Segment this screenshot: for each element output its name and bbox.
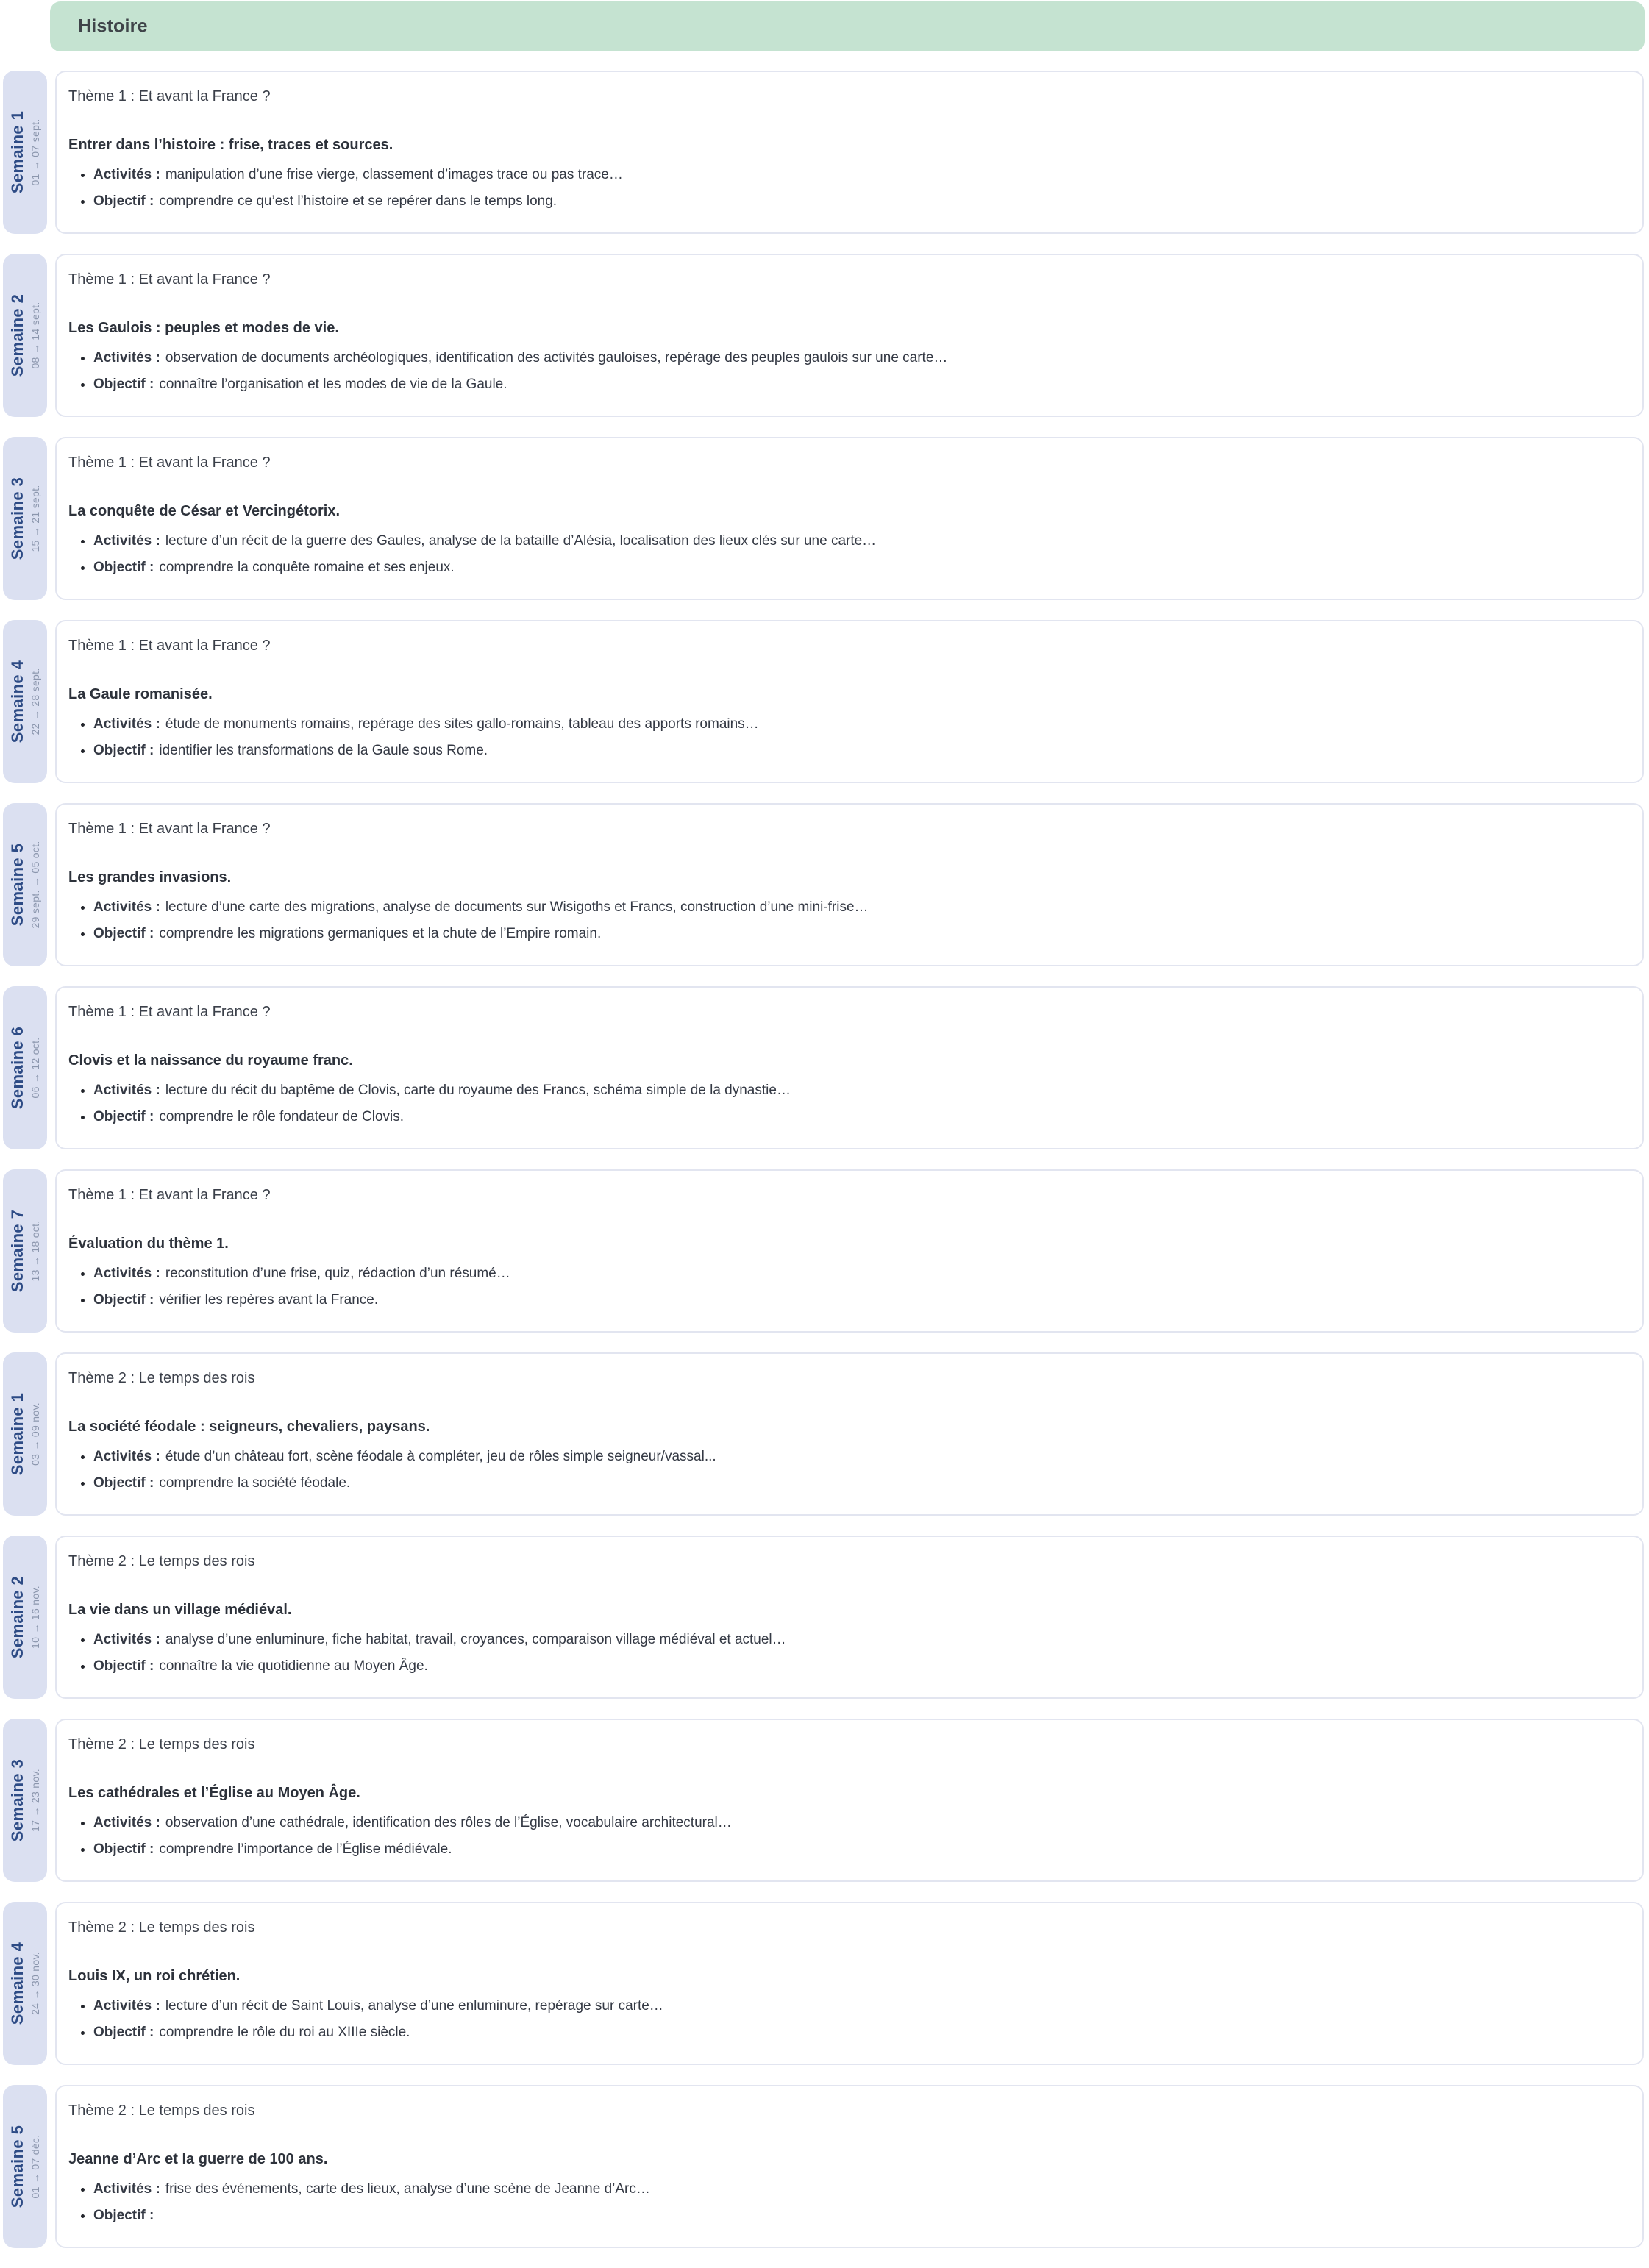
activities-item xyxy=(93,894,1625,921)
card-theme: Thème 1 : Et avant la France ? xyxy=(68,271,271,288)
week-date-range: 01 → 07 sept. xyxy=(29,118,41,186)
card-lesson-title: Clovis et la naissance du royaume franc. xyxy=(68,1052,353,1069)
week-row xyxy=(0,71,1649,234)
card-list xyxy=(68,2176,1625,2229)
activities-text: lecture d’un récit de la guerre des Gaules, analyse de la bataille d’Alésia, localisation des lieux clés sur une carte… xyxy=(165,533,877,549)
activities-item xyxy=(93,1627,1625,1653)
objective-label: Objectif : xyxy=(93,1841,154,1857)
objective-item xyxy=(93,738,1625,764)
card-lesson-title: Les grandes invasions. xyxy=(68,869,232,885)
card-lesson-title: Les Gaulois : peuples et modes de vie. xyxy=(68,320,339,336)
objective-label: Objectif : xyxy=(93,560,154,575)
week-label: Semaine 4 xyxy=(8,1941,27,2025)
week-date-range: 06 → 12 oct. xyxy=(29,1037,41,1099)
card-lesson-title: Jeanne d’Arc et la guerre de 100 ans. xyxy=(68,2151,328,2167)
objective-label: Objectif : xyxy=(93,1292,154,1308)
week-label: Semaine 4 xyxy=(8,660,27,743)
week-card xyxy=(55,2085,1644,2248)
objective-item xyxy=(93,554,1625,581)
subject-header xyxy=(50,1,1645,51)
week-row xyxy=(0,437,1649,600)
week-card xyxy=(55,437,1644,600)
card-list xyxy=(68,1993,1625,2046)
objective-item xyxy=(93,371,1625,398)
week-card xyxy=(55,1536,1644,1699)
activities-label: Activités : xyxy=(93,1083,160,1098)
week-card xyxy=(55,1719,1644,1882)
week-card xyxy=(55,1169,1644,1333)
week-card xyxy=(55,803,1644,966)
objective-label: Objectif : xyxy=(93,2208,154,2223)
objective-label: Objectif : xyxy=(93,377,154,392)
card-theme: Thème 2 : Le temps des rois xyxy=(68,2103,255,2119)
card-theme: Thème 1 : Et avant la France ? xyxy=(68,821,271,837)
objective-text: comprendre l’importance de l’Église médiévale. xyxy=(159,1841,452,1857)
week-row xyxy=(0,620,1649,783)
objective-text: comprendre la société féodale. xyxy=(159,1475,351,1491)
week-tab-inner xyxy=(3,1352,47,1516)
week-card xyxy=(55,1352,1644,1516)
week-label: Semaine 7 xyxy=(8,1209,27,1293)
week-row xyxy=(0,1536,1649,1699)
week-tab-inner xyxy=(3,803,47,966)
objective-item xyxy=(93,1836,1625,1863)
week-row xyxy=(0,803,1649,966)
week-label: Semaine 1 xyxy=(8,110,27,194)
card-list xyxy=(68,1810,1625,1863)
card-list xyxy=(68,894,1625,947)
week-label: Semaine 3 xyxy=(8,1758,27,1842)
activities-item xyxy=(93,1077,1625,1104)
week-tab-inner xyxy=(3,620,47,783)
objective-item xyxy=(93,1653,1625,1680)
card-list xyxy=(68,1260,1625,1313)
week-label: Semaine 2 xyxy=(8,293,27,377)
activities-label: Activités : xyxy=(93,1815,160,1830)
activities-text: frise des événements, carte des lieux, analyse d’une scène de Jeanne d’Arc… xyxy=(165,2181,650,2197)
week-row xyxy=(0,1352,1649,1516)
week-rows-container xyxy=(0,71,1649,2268)
card-theme: Thème 1 : Et avant la France ? xyxy=(68,1187,271,1203)
activities-item xyxy=(93,1810,1625,1836)
week-card xyxy=(55,71,1644,234)
objective-item xyxy=(93,1104,1625,1130)
objective-item xyxy=(93,2019,1625,2046)
week-row xyxy=(0,2085,1649,2248)
card-list xyxy=(68,711,1625,764)
objective-label: Objectif : xyxy=(93,193,154,209)
subject-title: Histoire xyxy=(78,15,148,37)
card-lesson-title: Entrer dans l’histoire : frise, traces et sources. xyxy=(68,137,393,153)
week-date-range: 03 → 09 nov. xyxy=(29,1402,41,1466)
week-date-range: 01 → 07 déc. xyxy=(29,2134,41,2199)
objective-label: Objectif : xyxy=(93,2025,154,2040)
week-tab xyxy=(3,803,47,966)
card-list xyxy=(68,1077,1625,1130)
week-label: Semaine 2 xyxy=(8,1575,27,1659)
week-label: Semaine 3 xyxy=(8,477,27,560)
week-tab xyxy=(3,1352,47,1516)
objective-label: Objectif : xyxy=(93,1475,154,1491)
objective-label: Objectif : xyxy=(93,743,154,758)
week-tab xyxy=(3,71,47,234)
week-date-range: 13 → 18 oct. xyxy=(29,1220,41,1282)
card-theme: Thème 1 : Et avant la France ? xyxy=(68,454,271,471)
activities-text: étude de monuments romains, repérage des sites gallo-romains, tableau des apports romains… xyxy=(165,716,759,732)
week-tab-inner xyxy=(3,1902,47,2065)
objective-label: Objectif : xyxy=(93,926,154,941)
week-tab-inner xyxy=(3,1536,47,1699)
card-lesson-title: La Gaule romanisée. xyxy=(68,686,213,702)
objective-text: connaître l’organisation et les modes de vie de la Gaule. xyxy=(159,377,507,392)
activities-item xyxy=(93,1444,1625,1470)
week-tab-inner xyxy=(3,254,47,417)
week-date-range: 22 → 28 sept. xyxy=(29,668,41,735)
objective-item xyxy=(93,1470,1625,1497)
objective-text: comprendre les migrations germaniques et la chute de l’Empire romain. xyxy=(159,926,602,941)
week-card xyxy=(55,620,1644,783)
activities-label: Activités : xyxy=(93,1266,160,1281)
objective-item xyxy=(93,1287,1625,1313)
week-date-range: 08 → 14 sept. xyxy=(29,302,41,369)
objective-text: comprendre la conquête romaine et ses enjeux. xyxy=(159,560,455,575)
activities-item xyxy=(93,1260,1625,1287)
card-lesson-title: Évaluation du thème 1. xyxy=(68,1235,229,1252)
week-tab-inner xyxy=(3,437,47,600)
activities-item xyxy=(93,1993,1625,2019)
card-list xyxy=(68,1444,1625,1497)
activities-label: Activités : xyxy=(93,1449,160,1464)
activities-text: lecture d’un récit de Saint Louis, analyse d’une enluminure, repérage sur carte… xyxy=(165,1998,663,2014)
week-tab xyxy=(3,1536,47,1699)
week-date-range: 24 → 30 nov. xyxy=(29,1952,41,2015)
week-tab xyxy=(3,1719,47,1882)
week-tab xyxy=(3,2085,47,2248)
activities-text: manipulation d’une frise vierge, classement d’images trace ou pas trace… xyxy=(165,167,623,182)
card-theme: Thème 1 : Et avant la France ? xyxy=(68,1004,271,1020)
activities-label: Activités : xyxy=(93,167,160,182)
week-tab xyxy=(3,986,47,1149)
activities-text: reconstitution d’une frise, quiz, rédaction d’un résumé… xyxy=(165,1266,510,1281)
card-list xyxy=(68,345,1625,398)
week-tab-inner xyxy=(3,71,47,234)
activities-text: observation de documents archéologiques, identification des activités gauloises, repérage des peuples gaulois sur une carte… xyxy=(165,350,948,365)
activities-text: lecture d’une carte des migrations, analyse de documents sur Wisigoths et Francs, construction d’une mini-frise… xyxy=(165,899,869,915)
objective-text: connaître la vie quotidienne au Moyen Âge. xyxy=(159,1658,428,1674)
objective-label: Objectif : xyxy=(93,1658,154,1674)
week-tab xyxy=(3,620,47,783)
card-lesson-title: La société féodale : seigneurs, chevaliers, paysans. xyxy=(68,1419,430,1435)
objective-item xyxy=(93,188,1625,215)
objective-text: vérifier les repères avant la France. xyxy=(159,1292,379,1308)
card-theme: Thème 2 : Le temps des rois xyxy=(68,1736,255,1752)
activities-item xyxy=(93,162,1625,188)
week-label: Semaine 5 xyxy=(8,843,27,927)
card-lesson-title: La vie dans un village médiéval. xyxy=(68,1602,292,1618)
activities-item xyxy=(93,528,1625,554)
week-row xyxy=(0,254,1649,417)
week-date-range: 15 → 21 sept. xyxy=(29,485,41,552)
activities-text: analyse d’une enluminure, fiche habitat, travail, croyances, comparaison village médiéval et actuel… xyxy=(165,1632,786,1647)
week-row xyxy=(0,1902,1649,2065)
week-tab xyxy=(3,254,47,417)
card-theme: Thème 1 : Et avant la France ? xyxy=(68,638,271,654)
week-card xyxy=(55,254,1644,417)
objective-text: identifier les transformations de la Gaule sous Rome. xyxy=(159,743,488,758)
objective-text: comprendre ce qu’est l’histoire et se repérer dans le temps long. xyxy=(159,193,558,209)
week-row xyxy=(0,986,1649,1149)
week-tab-inner xyxy=(3,1169,47,1333)
card-list xyxy=(68,528,1625,581)
objective-item xyxy=(93,2203,1625,2229)
card-list xyxy=(68,162,1625,215)
objective-text: comprendre le rôle fondateur de Clovis. xyxy=(159,1109,405,1124)
card-lesson-title: La conquête de César et Vercingétorix. xyxy=(68,503,341,519)
week-tab-inner xyxy=(3,986,47,1149)
activities-text: observation d’une cathédrale, identification des rôles de l’Église, vocabulaire architectural… xyxy=(165,1815,732,1830)
week-card xyxy=(55,1902,1644,2065)
activities-item xyxy=(93,345,1625,371)
activities-text: lecture du récit du baptême de Clovis, carte du royaume des Francs, schéma simple de la dynastie… xyxy=(165,1083,791,1098)
week-row xyxy=(0,1169,1649,1333)
week-date-range: 17 → 23 nov. xyxy=(29,1769,41,1832)
week-tab-inner xyxy=(3,1719,47,1882)
card-lesson-title: Louis IX, un roi chrétien. xyxy=(68,1968,241,1984)
week-date-range: 10 → 16 nov. xyxy=(29,1586,41,1649)
activities-label: Activités : xyxy=(93,716,160,732)
objective-label: Objectif : xyxy=(93,1109,154,1124)
activities-label: Activités : xyxy=(93,899,160,915)
activities-label: Activités : xyxy=(93,350,160,365)
activities-item xyxy=(93,2176,1625,2203)
week-label: Semaine 5 xyxy=(8,2125,27,2208)
week-row xyxy=(0,1719,1649,1882)
card-theme: Thème 2 : Le temps des rois xyxy=(68,1553,255,1569)
activities-label: Activités : xyxy=(93,2181,160,2197)
activities-text: étude d’un château fort, scène féodale à compléter, jeu de rôles simple seigneur/vassal... xyxy=(165,1449,716,1464)
card-list xyxy=(68,1627,1625,1680)
week-tab xyxy=(3,1902,47,2065)
card-lesson-title: Les cathédrales et l’Église au Moyen Âge. xyxy=(68,1785,360,1801)
activities-label: Activités : xyxy=(93,1632,160,1647)
week-tab xyxy=(3,437,47,600)
card-theme: Thème 2 : Le temps des rois xyxy=(68,1919,255,1936)
card-theme: Thème 1 : Et avant la France ? xyxy=(68,88,271,104)
objective-text: comprendre le rôle du roi au XIIIe siècle. xyxy=(159,2025,410,2040)
card-theme: Thème 2 : Le temps des rois xyxy=(68,1370,255,1386)
week-tab xyxy=(3,1169,47,1333)
objective-item xyxy=(93,921,1625,947)
week-tab-inner xyxy=(3,2085,47,2248)
week-card xyxy=(55,986,1644,1149)
week-date-range: 29 sept. → 05 oct. xyxy=(29,841,41,929)
activities-label: Activités : xyxy=(93,533,160,549)
activities-item xyxy=(93,711,1625,738)
activities-label: Activités : xyxy=(93,1998,160,2014)
week-label: Semaine 1 xyxy=(8,1392,27,1476)
week-label: Semaine 6 xyxy=(8,1026,27,1110)
